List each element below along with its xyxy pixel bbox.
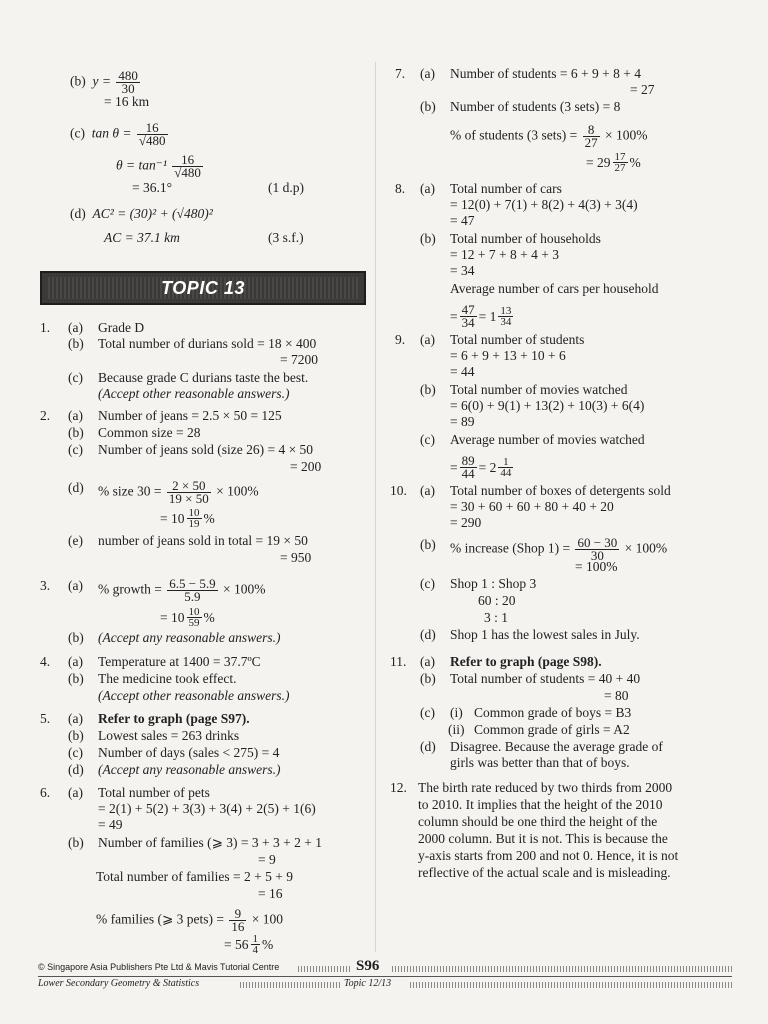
- answer-line: (d) AC² = (30)² + (√480)²: [70, 206, 213, 221]
- part-label: (ii): [448, 722, 465, 737]
- answer-line: = 7200: [280, 352, 318, 367]
- answer-line: Number of jeans = 2.5 × 50 = 125: [98, 408, 282, 423]
- answer-line: θ = tan⁻¹ $\frac{16}{√480}$: [116, 152, 201, 180]
- part-label: (a): [420, 483, 435, 498]
- answer-line: Number of jeans sold (size 26) = 4 × 50: [98, 442, 314, 457]
- book-title: Lower Secondary Geometry & Statistics: [38, 978, 200, 989]
- answer-line: 3 : 1: [484, 610, 509, 625]
- part-label: (a): [68, 408, 83, 423]
- answer-line: = 950: [280, 550, 312, 565]
- answer-line: 60 : 20: [478, 593, 516, 608]
- fraction: $\frac{8}{27}$: [584, 122, 598, 150]
- answer-line: girls was better than that of boys.: [450, 755, 630, 770]
- part-label: (c): [420, 432, 435, 447]
- part-label: (a): [68, 785, 83, 800]
- part-label: (d): [68, 762, 84, 777]
- answer-line: Average number of movies watched: [450, 432, 645, 447]
- part-label: (a): [68, 711, 83, 726]
- answer-line: = 34: [450, 263, 475, 278]
- fraction: $\frac{13}{34}$: [500, 305, 512, 328]
- answer-line: = 29 $\frac{17}{27}$ %: [586, 151, 641, 174]
- question-number: 3.: [40, 578, 51, 593]
- question-number: 10.: [390, 483, 407, 498]
- answer-line: to 2010. It implies that the height of the 2010: [418, 797, 663, 812]
- fraction: $\frac{16}{√480}$: [138, 120, 166, 148]
- answer-line: The birth rate reduced by two thirds from 2000: [418, 780, 673, 795]
- publisher-credit: © Singapore Asia Publishers Pte Ltd & Mavis Tutorial Centre: [38, 962, 280, 972]
- answer-line: = 89: [450, 414, 475, 429]
- answer-line: Total number of students = 40 + 40: [450, 671, 641, 686]
- answer-line: = 16 km: [104, 94, 150, 109]
- answer-line: = 80: [604, 688, 629, 703]
- part-label: (b): [68, 425, 84, 440]
- answer-line: number of jeans sold in total = 19 × 50: [98, 533, 308, 548]
- answer-line: = 100%: [575, 559, 618, 574]
- fraction: $\frac{2 \times 50}{19 \times 50}$: [168, 478, 209, 506]
- question-number: 8.: [395, 181, 406, 196]
- part-label: (a): [68, 578, 83, 593]
- footer-rule: [38, 976, 732, 977]
- footer-rule: [240, 982, 340, 988]
- answer-line: Total number of cars: [450, 181, 562, 196]
- answer-line: Total number of households: [450, 231, 601, 246]
- part-label: (a): [420, 654, 435, 669]
- part-label: (a): [68, 654, 83, 669]
- answer-line: reflective of the actual scale and is misleading.: [418, 865, 671, 880]
- answer-line: = $\frac{47}{34}$ = 1 $\frac{13}{34}$: [450, 302, 512, 330]
- precision-note: (1 d.p): [268, 180, 304, 195]
- part-label: (a): [420, 66, 435, 81]
- part-label: (c): [420, 576, 435, 591]
- part-label: (b): [68, 336, 84, 351]
- answer-line: = 9: [258, 852, 276, 867]
- fraction: $\frac{47}{34}$: [461, 302, 475, 330]
- question-number: 12.: [390, 780, 407, 795]
- question-number: 5.: [40, 711, 51, 726]
- answer-line: = $\frac{89}{44}$ = 2 $\frac{1}{44}$: [450, 453, 512, 481]
- fraction: $\frac{89}{44}$: [461, 453, 475, 481]
- part-label: (b): [420, 537, 436, 552]
- part-label: (b): [420, 231, 436, 246]
- part-label: (c): [420, 705, 435, 720]
- answer-line: = 10 $\frac{10}{19}$ %: [160, 507, 215, 530]
- answer-line: Total number of boxes of detergents sold: [450, 483, 671, 498]
- answer-line: Refer to graph (page S97).: [98, 711, 250, 726]
- question-number: 11.: [390, 654, 407, 669]
- answer-line: AC = 37.1 km: [104, 230, 180, 245]
- answer-line: = 36.1°: [132, 180, 173, 195]
- part-label: (i): [450, 705, 463, 720]
- question-number: 2.: [40, 408, 51, 423]
- part-label: (b): [420, 99, 436, 114]
- fraction: $\frac{17}{27}$: [614, 151, 626, 174]
- marking-note: (Accept other reasonable answers.): [98, 688, 290, 703]
- answer-line: = 30 + 60 + 60 + 80 + 40 + 20: [450, 499, 614, 514]
- part-label: (c): [68, 370, 83, 385]
- part-label: (a): [68, 320, 83, 335]
- part-label: (b): [68, 671, 84, 686]
- fraction: $\frac{60 - 30}{30}$: [577, 535, 618, 563]
- marking-note: (Accept any reasonable answers.): [98, 762, 281, 777]
- answer-line: The medicine took effect.: [98, 671, 237, 686]
- answer-line: = 44: [450, 364, 475, 379]
- answer-line: Shop 1 : Shop 3: [450, 576, 537, 591]
- page-number: S96: [356, 958, 380, 974]
- answer-line: = 2(1) + 5(2) + 3(3) + 3(4) + 2(5) + 1(6): [98, 801, 316, 816]
- answer-line: = 12(0) + 7(1) + 8(2) + 4(3) + 3(4): [450, 197, 638, 212]
- part-label: (b): [68, 835, 84, 850]
- question-number: 7.: [395, 66, 406, 81]
- fraction: $\frac{16}{√480}$: [174, 152, 201, 180]
- answer-line: = 16: [258, 886, 283, 901]
- part-label: (b): [420, 382, 436, 397]
- answer-line: = 290: [450, 515, 482, 530]
- answer-line: (b) y = $\frac{480}{30}$: [70, 68, 138, 96]
- answer-line: Common size = 28: [98, 425, 201, 440]
- marking-note: (Accept other reasonable answers.): [98, 386, 290, 401]
- fraction: $\frac{6.5 - 5.9}{5.9}$: [169, 576, 216, 604]
- answer-line: Because grade C durians taste the best.: [98, 370, 309, 385]
- column-divider: [375, 62, 376, 952]
- answer-line: Total number of families = 2 + 5 + 9: [96, 869, 293, 884]
- answer-line: Total number of students: [450, 332, 585, 347]
- answer-line: Number of students = 6 + 9 + 8 + 4: [450, 66, 641, 81]
- fraction: $\frac{9}{16}$: [231, 906, 245, 934]
- answer-line: y-axis starts from 200 and not 0. Hence, it is not: [418, 848, 679, 863]
- answer-line: Common grade of boys = B3: [474, 705, 632, 720]
- part-label: (a): [420, 332, 435, 347]
- fraction: $\frac{1}{4}$: [252, 933, 258, 956]
- topic-title: TOPIC 13: [161, 278, 245, 298]
- answer-line: = 47: [450, 213, 475, 228]
- part-label: (b): [68, 728, 84, 743]
- precision-note: (3 s.f.): [268, 230, 304, 245]
- part-label: (c): [68, 745, 83, 760]
- answer-line: Number of days (sales < 275) = 4: [98, 745, 280, 760]
- answer-line: % of students (3 sets) = $\frac{8}{27}$ × 100%: [450, 122, 648, 150]
- answer-line: 2000 column. But it is not. This is because the: [418, 831, 668, 846]
- footer-rule: [392, 966, 732, 972]
- answer-line: % increase (Shop 1) = $\frac{60 - 30}{30}$ × 100%: [450, 535, 668, 563]
- answer-line: = 27: [630, 82, 655, 97]
- answer-line: Total number of movies watched: [450, 382, 628, 397]
- part-label: (d): [420, 627, 436, 642]
- part-label: (a): [420, 181, 435, 196]
- answer-line: = 12 + 7 + 8 + 4 + 3: [450, 247, 559, 262]
- marking-note: (Accept any reasonable answers.): [98, 630, 281, 645]
- answer-line: column should be one third the height of the: [418, 814, 658, 829]
- question-number: 9.: [395, 332, 406, 347]
- fraction: $\frac{480}{30}$: [118, 68, 138, 96]
- part-label: (e): [68, 533, 83, 548]
- answer-line: Number of families (⩾ 3) = 3 + 3 + 2 + 1: [98, 835, 322, 850]
- footer-rule: [410, 982, 732, 988]
- answer-line: Average number of cars per household: [450, 281, 659, 296]
- part-label: (b): [420, 671, 436, 686]
- answer-line: Total number of durians sold = 18 × 400: [98, 336, 317, 351]
- answer-line: = 56 $\frac{1}{4}$ %: [224, 933, 274, 956]
- answer-line: Total number of pets: [98, 785, 210, 800]
- answer-line: = 49: [98, 817, 123, 832]
- answer-line: Temperature at 1400 = 37.7ºC: [98, 654, 261, 669]
- answer-line: % families (⩾ 3 pets) = $\frac{9}{16}$ × 100: [96, 906, 284, 934]
- part-label: (d): [420, 739, 436, 754]
- answer-line: = 200: [290, 459, 322, 474]
- fraction: $\frac{1}{44}$: [500, 456, 512, 479]
- answer-line: (c) tan θ = $\frac{16}{√480}$: [70, 120, 166, 148]
- answer-line: Shop 1 has the lowest sales in July.: [450, 627, 640, 642]
- answer-line: % size 30 = $\frac{2 \times 50}{19 \times 50}$ × 100%: [98, 478, 259, 506]
- part-label: (b): [68, 630, 84, 645]
- part-label: (c): [68, 442, 83, 457]
- fraction: $\frac{10}{59}$: [188, 606, 200, 629]
- question-number: 4.: [40, 654, 51, 669]
- answer-line: = 10 $\frac{10}{59}$ %: [160, 606, 215, 629]
- answer-line: = 6(0) + 9(1) + 13(2) + 10(3) + 6(4): [450, 398, 645, 413]
- answer-line: = 6 + 9 + 13 + 10 + 6: [450, 348, 566, 363]
- answer-line: % growth = $\frac{6.5 - 5.9}{5.9}$ × 100%: [98, 576, 266, 604]
- topic-banner: [40, 271, 366, 305]
- question-number: 6.: [40, 785, 51, 800]
- answer-line: Lowest sales = 263 drinks: [98, 728, 240, 743]
- question-number: 1.: [40, 320, 51, 335]
- footer-rule: [298, 966, 352, 972]
- answer-line: Grade D: [98, 320, 145, 335]
- topic-range: Topic 12/13: [344, 978, 392, 989]
- answer-line: Disagree. Because the average grade of: [450, 739, 663, 754]
- fraction: $\frac{10}{19}$: [188, 507, 200, 530]
- answer-line: Number of students (3 sets) = 8: [450, 99, 621, 114]
- answer-line: Refer to graph (page S98).: [450, 654, 602, 669]
- answer-line: Common grade of girls = A2: [474, 722, 630, 737]
- part-label: (d): [68, 480, 84, 495]
